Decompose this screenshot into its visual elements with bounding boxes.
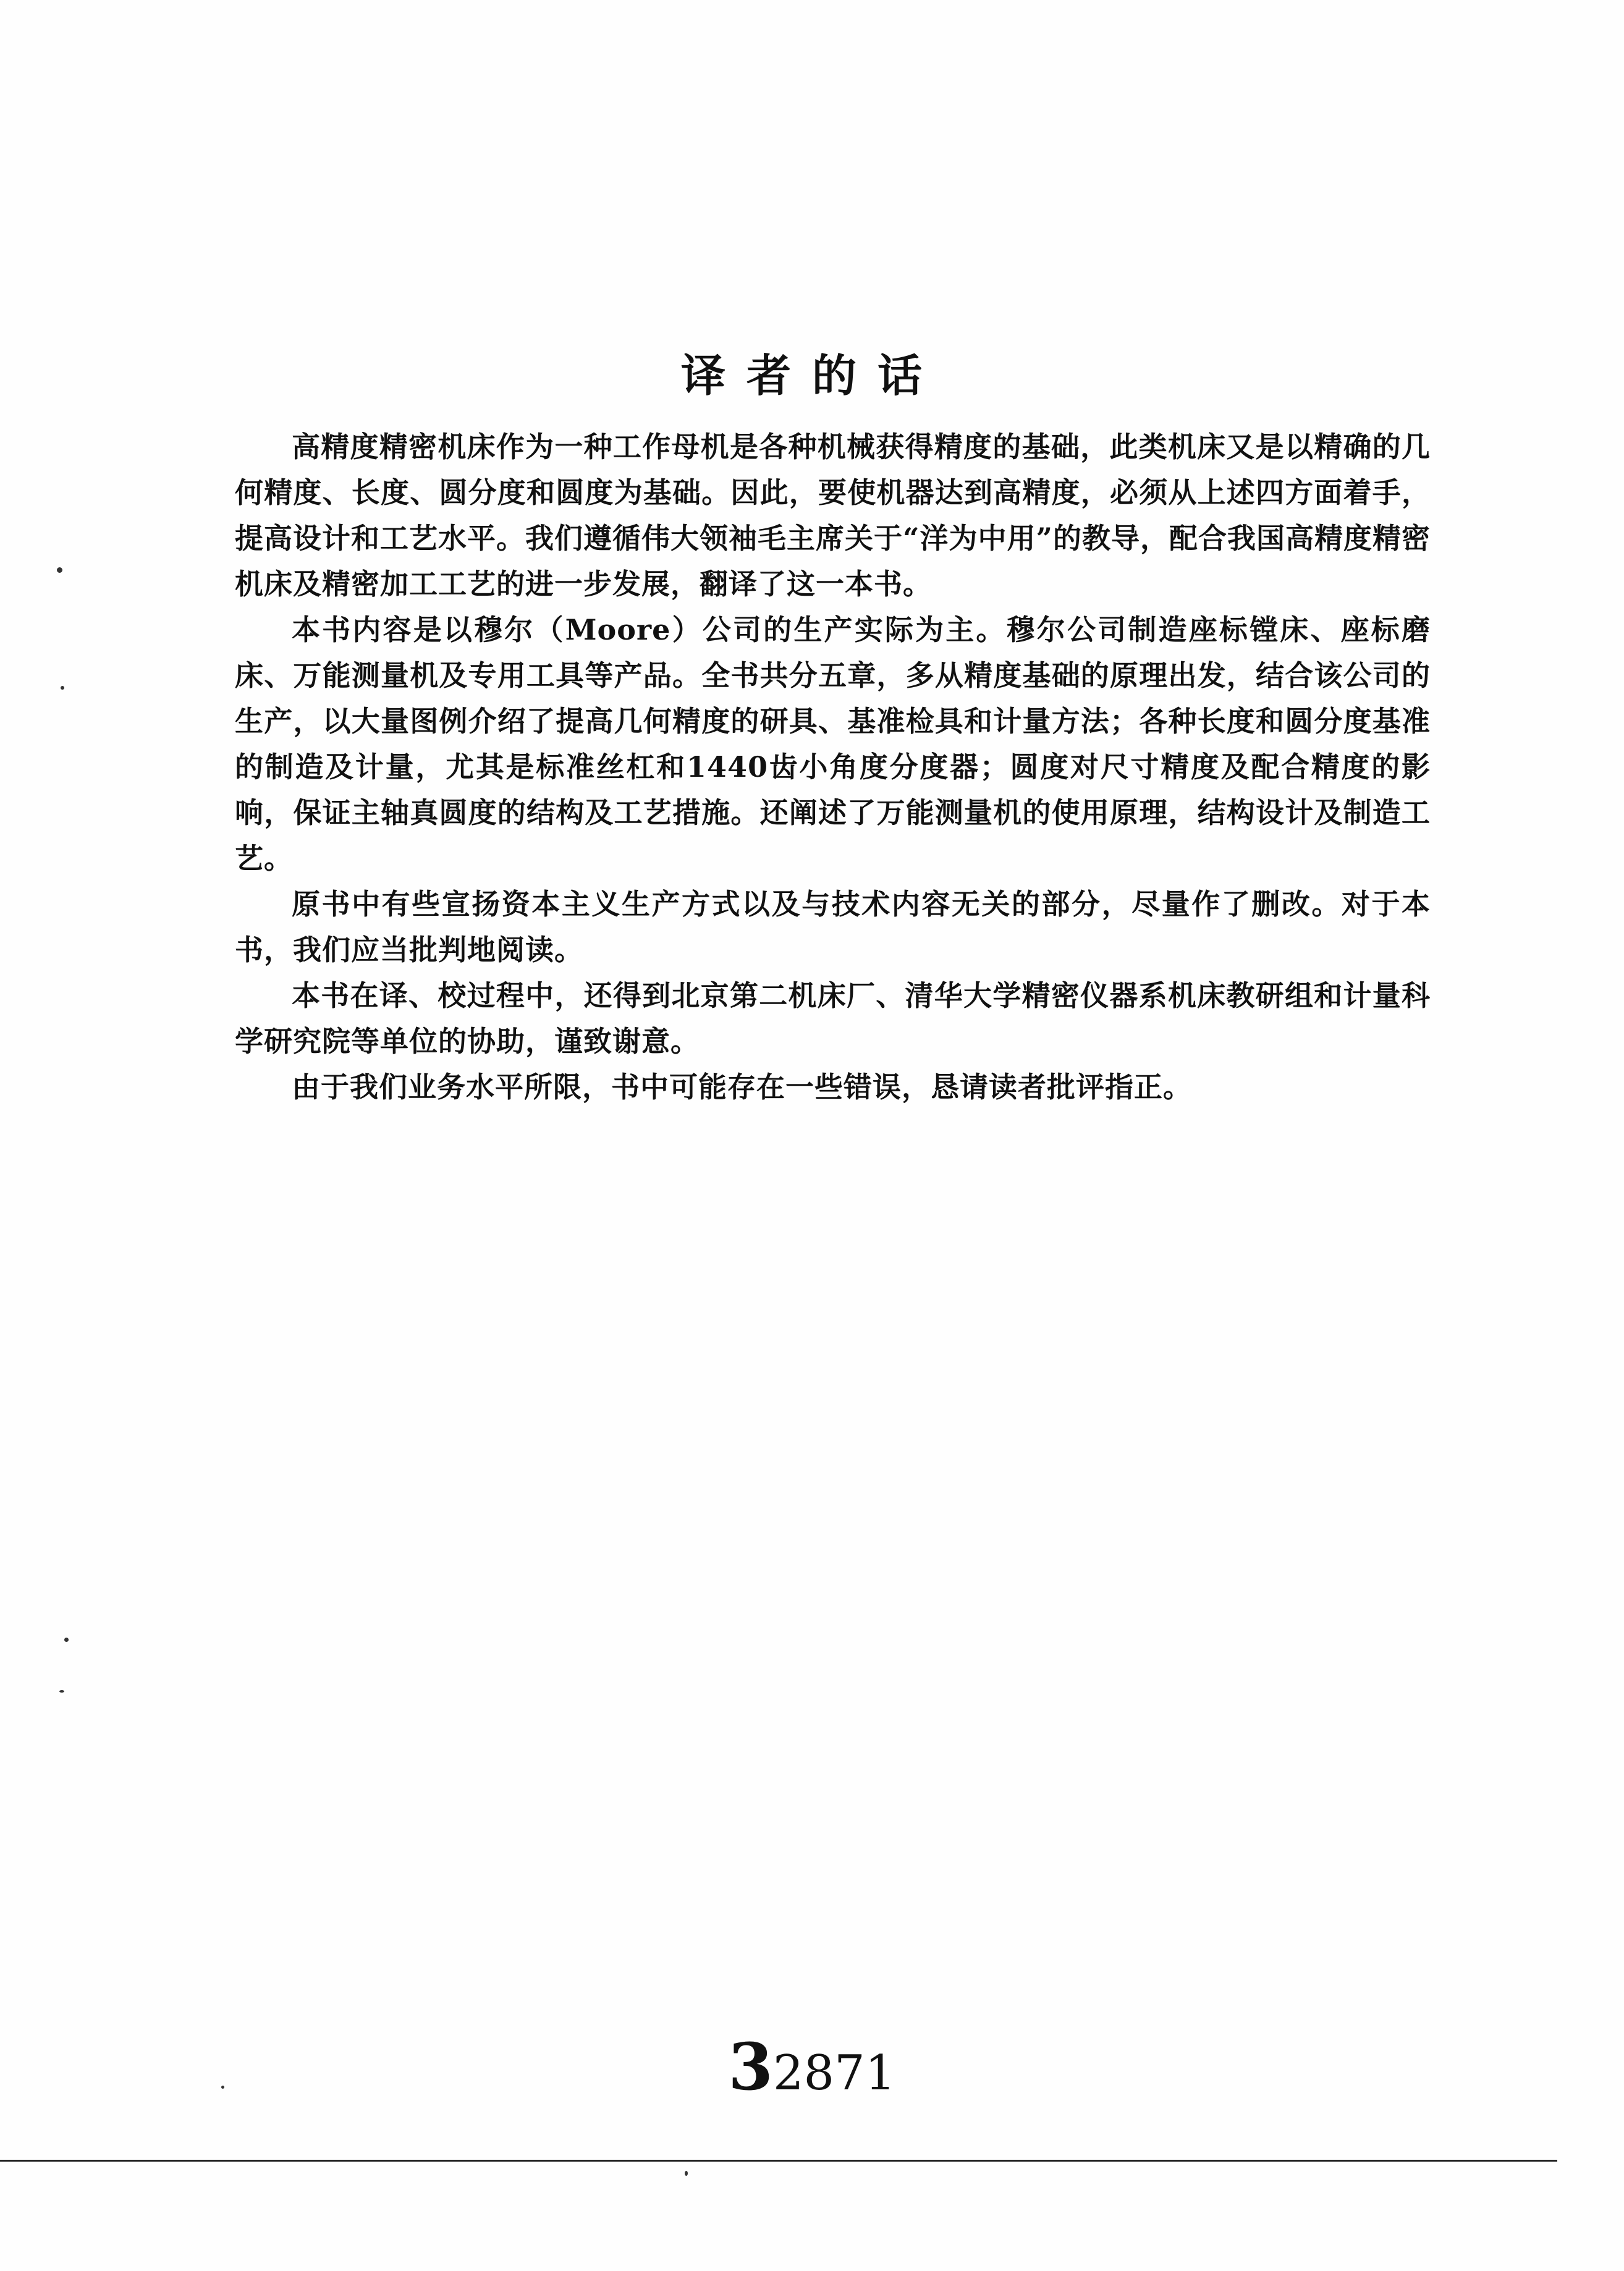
paragraph: 原书中有些宣扬资本主义生产方式以及与技术内容无关的部分，尽量作了删改。对于本书，我们应当批判地阅读。 bbox=[235, 887, 1431, 966]
stamp-code-lead: 3 bbox=[728, 2029, 773, 2105]
scan-speck bbox=[61, 686, 64, 690]
scan-speck bbox=[685, 2171, 688, 2176]
scan-speck bbox=[57, 567, 62, 573]
stamp-code-rest: 2871 bbox=[772, 2045, 896, 2101]
paragraph: 本书在译、校过程中，还得到北京第二机床厂、清华大学精密仪器系机床教研组和计量科学研究院等单位的协助，谨致谢意。 bbox=[235, 979, 1431, 1058]
paragraph: 由于我们业务水平所限，书中可能存在一些错误，恳请读者批评指正。 bbox=[292, 1070, 1192, 1104]
bottom-rule bbox=[0, 2160, 1557, 2162]
scan-speck bbox=[64, 1638, 69, 1642]
paragraph: 高精度精密机床作为一种工作母机是各种机械获得精度的基础，此类机床又是以精确的几何精度、长度、圆分度和圆度为基础。因此，要使机器达到高精度，必须从上述四方面着手，提高设计和工艺水平。我们遵循伟大领袖毛主席关于“洋为中用”的教导，配合我国高精度精密机床及精密加工工艺的进一步发展，翻译了这一本书。 bbox=[235, 430, 1431, 601]
stamp-code bbox=[0, 2029, 1624, 2120]
scan-speck bbox=[59, 1690, 64, 1693]
page-title: 译者的话 bbox=[680, 350, 943, 402]
paragraph: 本书内容是以穆尔（Moore）公司的生产实际为主。穆尔公司制造座标镗床、座标磨床、万能测量机及专用工具等产品。全书共分五章，多从精度基础的原理出发，结合该公司的生产，以大量图例介绍了提高几何精度的研具、基准检具和计量方法；各种长度和圆分度基准的制造及计量，尤其是标准丝杠和1440齿小角度分度器；圆度对尺寸精度及配合精度的影响，保证主轴真圆度的结构及工艺措施。还阐述了万能测量机的使用原理，结构设计及制造工艺。 bbox=[235, 613, 1431, 875]
scan-speck bbox=[221, 2086, 224, 2089]
body-text bbox=[235, 424, 1431, 1110]
